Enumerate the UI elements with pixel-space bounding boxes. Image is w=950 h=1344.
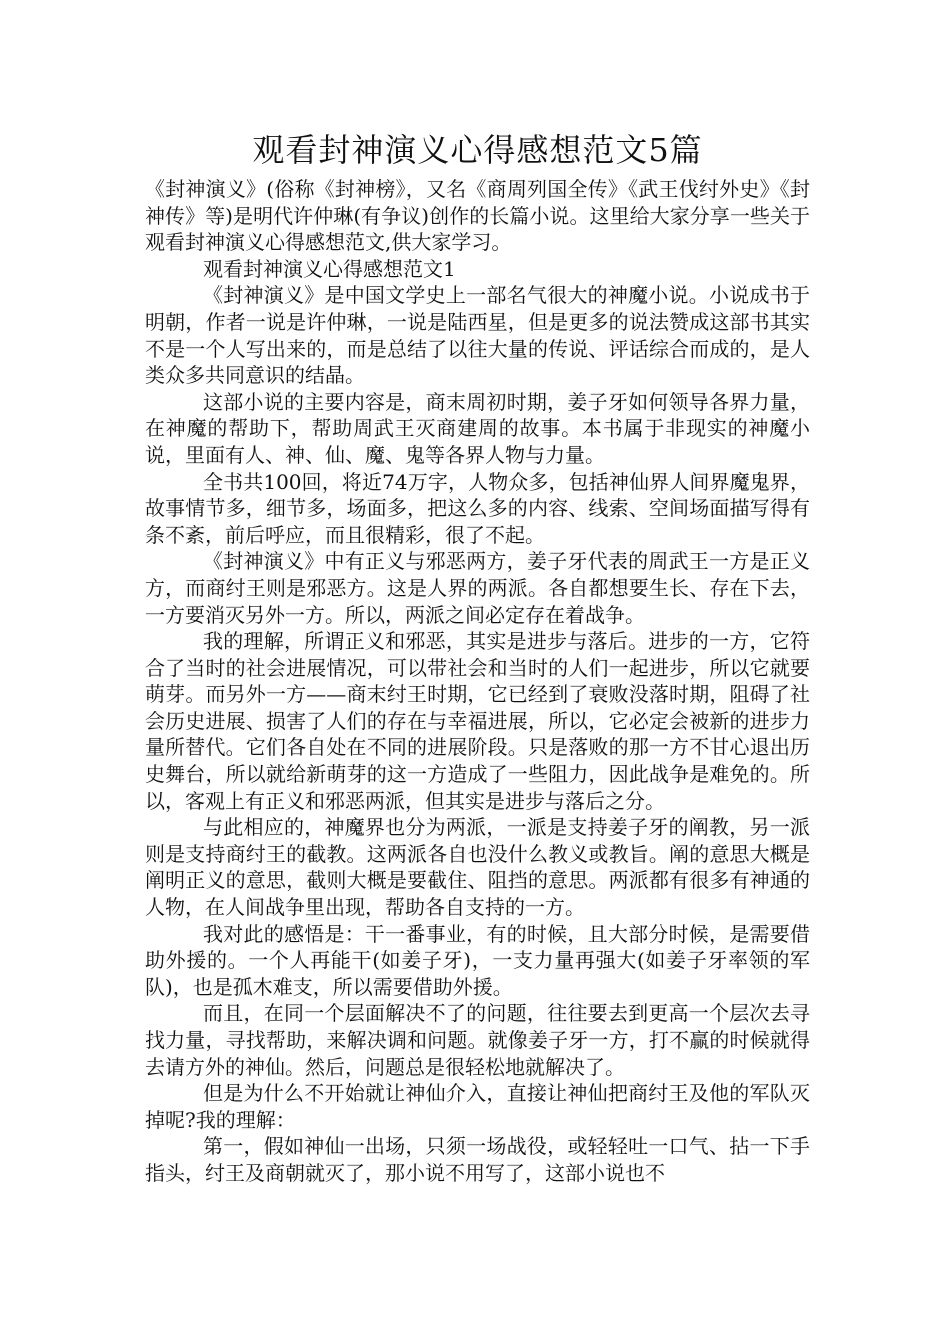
body-paragraph: 我的理解，所谓正义和邪恶，其实是进步与落后。进步的一方，它符合了当时的社会进展情况，可以带社会和当时的人们一起进步，所以它就要萌芽。而另外一方——商末纣王时期，它已经到了衰败没落时期，阻碍了社会历史进展、损害了人们的存在与幸福进展，所以，它必定会被新的进步力量所替代。它们各自处在不同的进展阶段。只是落败的那一方不甘心退出历史舞台，所以就给新萌芽的这一方造成了一些阻力，因此战争是难免的。所以，客观上有正义和邪恶两派，但其实是进步与落后之分。 — [145, 629, 810, 813]
body-paragraph: 《封神演义》中有正义与邪恶两方，姜子牙代表的周武王一方是正义方，而商纣王则是邪恶方。这是人界的两派。各自都想要生长、存在下去，一方要消灭另外一方。所以，两派之间必定存在着战争。 — [145, 549, 810, 627]
body-paragraph: 而且，在同一个层面解决不了的问题，往往要去到更高一个层次去寻找力量，寻找帮助，来解决调和问题。就像姜子牙一方，打不赢的时候就得去请方外的神仙。然后，问题总是很轻松地就解决了。 — [145, 1001, 810, 1079]
intro-paragraph: 《封神演义》(俗称《封神榜》，又名《商周列国全传》《武王伐纣外史》《封神传》等)是明代许仲琳(有争议)创作的长篇小说。这里给大家分享一些关于观看封神演义心得感想范文,供大家学习。 — [145, 177, 810, 255]
body-paragraph: 但是为什么不开始就让神仙介入，直接让神仙把商纣王及他的军队灭掉呢?我的理解： — [145, 1081, 810, 1132]
body-paragraph: 第一，假如神仙一出场，只须一场战役，或轻轻吐一口气、拈一下手指头，纣王及商朝就灭了，那小说不用写了，这部小说也不 — [145, 1134, 810, 1185]
document-page — [145, 128, 810, 1187]
body-paragraph: 《封神演义》是中国文学史上一部名气很大的神魔小说。小说成书于明朝，作者一说是许仲琳，一说是陆西星，但是更多的说法赞成这部书其实不是一个人写出来的，而是总结了以往大量的传说、评话综合而成的，是人类众多共同意识的结晶。 — [145, 283, 810, 388]
body-paragraph: 与此相应的，神魔界也分为两派，一派是支持姜子牙的阐教，另一派则是支持商纣王的截教。这两派各自也没什么教义或教旨。阐的意思大概是阐明正义的意思，截则大概是要截住、阻挡的意思。两派都有很多有神通的人物，在人间战争里出现，帮助各自支持的一方。 — [145, 815, 810, 920]
document-title: 观看封神演义心得感想范文5篇 — [252, 131, 703, 169]
body-paragraph: 我对此的感悟是：干一番事业，有的时候，且大部分时候，是需要借助外援的。一个人再能干(如姜子牙)，一支力量再强大(如姜子牙率领的军队)，也是孤木难支，所以需要借助外援。 — [145, 921, 810, 999]
body-paragraph: 这部小说的主要内容是，商末周初时期，姜子牙如何领导各界力量，在神魔的帮助下，帮助周武王灭商建周的故事。本书属于非现实的神魔小说，里面有人、神、仙、魔、鬼等各界人物与力量。 — [145, 389, 810, 467]
section-heading: 观看封神演义心得感想范文1 — [203, 256, 456, 281]
body-paragraph: 全书共100回，将近74万字，人物众多，包括神仙界人间界魔鬼界，故事情节多，细节多，场面多，把这么多的内容、线索、空间场面描写得有条不紊，前后呼应，而且很精彩，很了不起。 — [145, 469, 810, 547]
